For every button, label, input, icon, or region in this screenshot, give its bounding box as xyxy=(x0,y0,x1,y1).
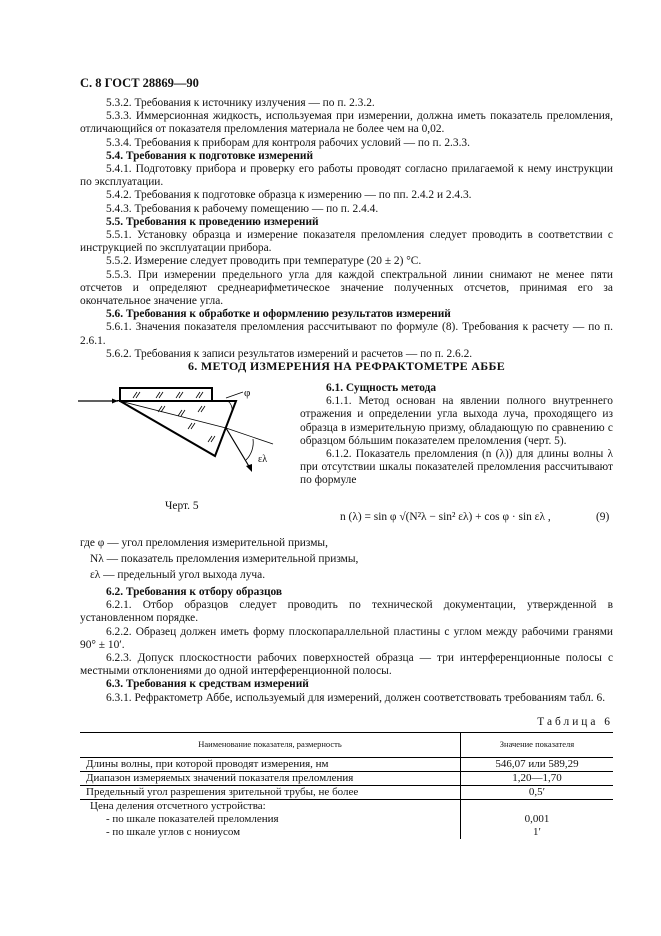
table-caption: Таблица 6 xyxy=(537,716,613,728)
subsection-heading: 6.1. Сущность метода xyxy=(326,382,437,394)
table-row xyxy=(80,813,613,826)
prism-diagram xyxy=(78,384,278,494)
cell: 0,001 xyxy=(461,813,614,826)
subsection-heading: 6.2. Требования к отбору образцов xyxy=(106,586,283,598)
epsilon-label: ελ xyxy=(258,454,268,465)
legend-n: Nλ — показатель преломления измерительной призмы, xyxy=(90,553,359,565)
paragraph: 6.3.1. Рефрактометр Аббе, используемый для измерений, должен соответствовать требованиям табл. 6. xyxy=(106,691,606,704)
cell: Цена деления отсчетного устройства: xyxy=(90,800,266,813)
paragraph: 5.4.2. Требования к подготовке образца к измерению — по пп. 2.4.2 и 2.4.3. xyxy=(106,189,472,202)
paragraph: 5.3.4. Требования к приборам для контроля рабочих условий — по п. 2.3.3. xyxy=(106,136,470,149)
legend-eps: ελ — предельный угол выхода луча. xyxy=(90,569,266,581)
paragraph: 5.5.1. Установку образца и измерение показателя преломления следует проводить в соответствии с инструкцией по эксплуатации прибора. xyxy=(80,229,613,255)
cell: Длины волны, при которой проводят измерения, нм xyxy=(80,758,461,772)
cell: - по шкале углов с нониусом xyxy=(106,826,241,839)
formula-9: n (λ) = sin φ √(N²λ − sin² ελ) + cos φ · sin ελ , xyxy=(340,511,551,523)
paragraph: 5.6.2. Требования к записи результатов измерений и расчетов — по п. 2.6.2. xyxy=(106,347,473,360)
page-header: С. 8 ГОСТ 28869—90 xyxy=(80,76,199,90)
subsection-heading: 5.4. Требования к подготовке измерений xyxy=(106,149,314,162)
table-6 xyxy=(80,732,613,839)
table-row xyxy=(80,826,613,839)
subsection-heading: 6.3. Требования к средствам измерений xyxy=(106,678,309,691)
paragraph: 5.4.1. Подготовку прибора и проверку его работы проводят согласно прилагаемой к нему инструкции по эксплуатации. xyxy=(80,163,613,189)
section-6-2-text xyxy=(80,586,613,705)
formula-number: (9) xyxy=(596,511,610,523)
table-row xyxy=(80,772,613,786)
paragraph: 6.1.2. Показатель преломления (n (λ)) для длины волны λ при отсутствии шкалы показателей преломления рассчитывают по формуле xyxy=(300,448,613,487)
paragraph: 6.2.3. Допуск плоскостности рабочих поверхностей образца — три интерференционные полосы с местными отклонениями до одной интерференционной полосы. xyxy=(80,652,613,678)
figure-caption: Черт. 5 xyxy=(165,500,199,512)
table-row xyxy=(80,786,613,800)
section-5-text xyxy=(80,97,613,361)
subsection-heading: 5.5. Требования к проведению измерений xyxy=(106,215,319,228)
formula-legend xyxy=(80,537,613,585)
section-6-1-text xyxy=(300,382,613,488)
paragraph: 5.4.3. Требования к рабочему помещению — по п. 2.4.4. xyxy=(106,202,379,215)
cell: 1,20—1,70 xyxy=(461,772,614,786)
col-header-value: Значение показателя xyxy=(461,733,614,758)
paragraph: 5.6.1. Значения показателя преломления рассчитывают по формуле (8). Требования к расчету — по п. 2.6.1. xyxy=(80,321,613,347)
paragraph: 5.5.3. При измерении предельного угла для каждой спектральной линии снимают не менее пяти отсчетов и определяют среднеарифметическое значение полученных отсчетов, принимая его за окончательное значение угла. xyxy=(80,268,613,308)
cell: 1′ xyxy=(461,826,614,839)
paragraph: 6.1.1. Метод основан на явлении полного внутреннего отражения и определении угла выхода луча, проходящего из образца в измерительную призму, обладающую по сравнению с образцом бóльшим показателем преломления (черт. 5). xyxy=(300,395,613,447)
legend-phi: где φ — угол преломления измерительной призмы, xyxy=(80,537,328,549)
paragraph: 6.2.1. Отбор образцов следует проводить по технической документации, утвержденной в установленном порядке. xyxy=(80,599,613,625)
cell: Предельный угол разрешения зрительной трубы, не более xyxy=(80,786,461,800)
cell xyxy=(461,800,614,814)
paragraph: 5.3.2. Требования к источнику излучения — по п. 2.3.2. xyxy=(106,97,375,109)
section-6-title: 6. МЕТОД ИЗМЕРЕНИЯ НА РЕФРАКТОМЕТРЕ АББЕ xyxy=(187,359,506,373)
cell: 546,07 или 589,29 xyxy=(461,758,614,772)
col-header-name: Наименование показателя, размерность xyxy=(80,733,461,758)
cell: Диапазон измеряемых значений показателя преломления xyxy=(80,772,461,786)
paragraph: 5.5.2. Измерение следует проводить при температуре (20 ± 2) °С. xyxy=(106,255,422,268)
paragraph: 5.3.3. Иммерсионная жидкость, используемая при измерении, должна иметь показатель преломления, отличающийся от показателя преломления материала не более чем на 0,02. xyxy=(80,110,613,136)
subsection-heading: 5.6. Требования к обработке и оформлению результатов измерений xyxy=(106,308,451,321)
table-row xyxy=(80,800,613,814)
paragraph: 6.2.2. Образец должен иметь форму плоскопараллельной пластины с углом между рабочими гранями 90° ± 10′. xyxy=(80,625,613,651)
phi-label: φ xyxy=(244,387,251,399)
cell: - по шкале показателей преломления xyxy=(106,813,279,826)
cell: 0,5′ xyxy=(461,786,614,800)
table-row xyxy=(80,758,613,772)
